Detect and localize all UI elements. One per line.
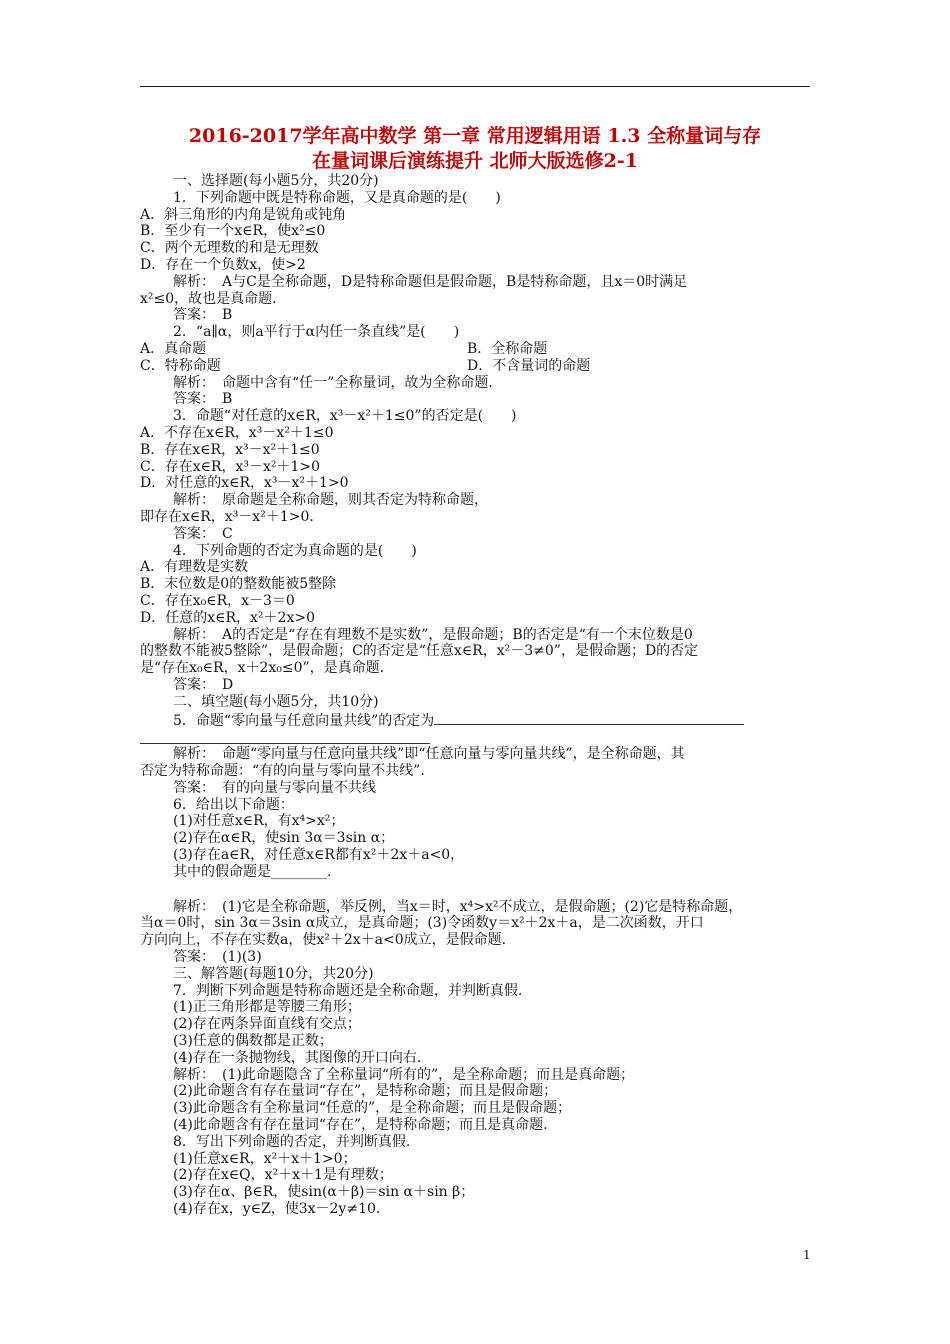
option: B．末位数是0的整数能被5整除: [140, 576, 337, 593]
question: 7．判断下列命题是特称命题还是全称命题，并判断真假.: [173, 982, 523, 999]
option: B．至少有一个x∈R，使x²≤0: [140, 223, 326, 240]
statement: (3)存在a∈R，对任意x∈R都有x²＋2x＋a<0，: [173, 847, 465, 864]
statement: (4)存在一条抛物线，其图像的开口向右.: [173, 1049, 422, 1066]
analysis: 解析： A的否定是“存在有理数不是实数”，是假命题；B的否定是“有一个末位数是0: [173, 626, 693, 643]
answer: 答案： B: [173, 391, 233, 408]
answer-blank: [140, 729, 430, 744]
analysis: 否定为特称命题：“有的向量与零向量不共线”.: [140, 763, 425, 780]
question: 2．“a∥α，则a平行于α内任一条直线”是( ): [173, 324, 460, 341]
option: D．存在一个负数x，使>2: [140, 256, 306, 273]
question: 6．给出以下命题：: [173, 796, 294, 813]
statement: (2)存在α∈R，使sin 3α＝3sin α；: [173, 830, 395, 847]
option: B．存在x∈R，x³－x²＋1≤0: [140, 441, 320, 458]
analysis: 的整数不能被5整除”，是假命题；C的否定是“任意x∈R，x²－3≠0”，是假命题；D的否定: [140, 643, 699, 660]
analysis: 解析： A与C是全称命题，D是特称命题但是假命题，B是特称命题，且x＝0时满足: [173, 273, 688, 290]
option-row: [140, 341, 810, 358]
question: 4．下列命题的否定为真命题的是( ): [173, 542, 417, 559]
section-heading: 三、解答题(每题10分，共20分): [173, 965, 374, 982]
statement: (1)对任意x∈R，有x⁴>x²；: [173, 813, 345, 830]
option: D．对任意的x∈R，x³－x²＋1>0: [140, 475, 349, 492]
analysis: 方向向上，不存在实数a，使x²＋2x＋a<0成立，是假命题.: [140, 932, 507, 949]
option: D．任意的x∈R，x²＋2x>0: [140, 609, 315, 626]
statement: (2)存在x∈Q，x²＋x＋1是有理数；: [173, 1167, 393, 1184]
option: B．全称命题: [467, 340, 548, 357]
option: A．真命题: [140, 340, 207, 357]
answer: 答案： C: [173, 525, 233, 542]
answer: 答案： D: [173, 676, 234, 693]
answer-blank: [434, 711, 744, 725]
document-title: [140, 124, 810, 174]
analysis: 是“存在x₀∈R，x＋2x₀≤0”，是真命题.: [140, 660, 385, 677]
analysis: (3)此命题含有全称量词“任意的”，是全称命题；而且是假命题；: [173, 1100, 572, 1117]
analysis: 解析： 命题中含有“任一”全称量词，故为全称命题.: [173, 374, 493, 391]
question: 8．写出下列命题的否定，并判断真假.: [173, 1133, 411, 1150]
analysis: 当α＝0时，sin 3α＝3sin α成立，是真命题；(3)令函数y＝x²＋2x＋a，是二次函数，开口: [140, 915, 704, 932]
statement: (3)任意的偶数都是正数；: [173, 1033, 333, 1050]
option: C．存在x₀∈R，x－3＝0: [140, 592, 295, 609]
question-text: 5．命题“零向量与任意向量共线”的否定为: [173, 712, 435, 729]
answer: 答案： 有的向量与零向量不共线: [173, 779, 376, 796]
section-heading: 一、选择题(每小题5分，共20分): [173, 173, 379, 189]
statement: (1)任意x∈R，x²＋x＋1>0；: [173, 1150, 357, 1167]
title-line-1: 2016-2017学年高中数学 第一章 常用逻辑用语 1.3 全称量词与存: [188, 125, 762, 147]
document-body: [140, 173, 810, 1218]
option: C．两个无理数的和是无理数: [140, 240, 319, 257]
analysis: 即存在x∈R，x³－x²＋1>0.: [140, 508, 314, 525]
statement: (1)正三角形都是等腰三角形；: [173, 999, 361, 1016]
option: A．斜三角形的内角是锐角或钝角: [140, 206, 347, 223]
question: 3．命题“对任意的x∈R，x³－x²＋1≤0”的否定是( ): [173, 408, 517, 425]
statement: (4)存在x，y∈Z，使3x－2y≠10.: [173, 1201, 381, 1218]
analysis: 解析： 原命题是全称命题，则其否定为特称命题，: [173, 492, 488, 509]
option: C．特称命题: [140, 357, 221, 374]
question: 其中的假命题是________.: [173, 863, 332, 880]
page-number: 1: [803, 1248, 811, 1262]
option: A．有理数是实数: [140, 559, 249, 576]
question: 1．下列命题中既是特称命题，又是真命题的是( ): [173, 189, 501, 206]
section-heading: 二、填空题(每小题5分，共10分): [173, 693, 379, 710]
analysis: 解析： 命题“零向量与任意向量共线”即“任意向量与零向量共线”，是全称命题，其: [173, 746, 685, 763]
option: D．不含量词的命题: [467, 357, 591, 374]
option: A．不存在x∈R，x³－x²＋1≤0: [140, 424, 334, 441]
answer: 答案： (1)(3): [173, 949, 262, 966]
analysis: (2)此命题含有存在量词“存在”，是特称命题；而且是假命题；: [173, 1083, 558, 1100]
title-line-2: 在量词课后演练提升 北师大版选修2-1: [312, 150, 638, 172]
analysis: 解析： (1)它是全称命题，举反例，当x＝时，x⁴>x²不成立，是假命题；(2)它是特称命题，: [173, 898, 743, 915]
statement: (2)存在两条异面直线有交点；: [173, 1016, 361, 1033]
option: C．存在x∈R，x³－x²＋1>0: [140, 458, 321, 475]
analysis: x²≤0，故也是真命题.: [140, 290, 277, 307]
answer: 答案： B: [173, 307, 233, 324]
statement: (3)存在α、β∈R，使sin(α＋β)＝sin α＋sin β；: [173, 1184, 475, 1201]
analysis: 解析： (1)此命题隐含了全称量词“所有的”，是全称命题；而且是真命题；: [173, 1066, 635, 1083]
option-row: [140, 358, 810, 375]
header-rule: [140, 86, 810, 87]
analysis: (4)此命题含有存在量词“存在”，是特称命题；而且是真命题.: [173, 1117, 548, 1134]
question: [140, 711, 810, 730]
